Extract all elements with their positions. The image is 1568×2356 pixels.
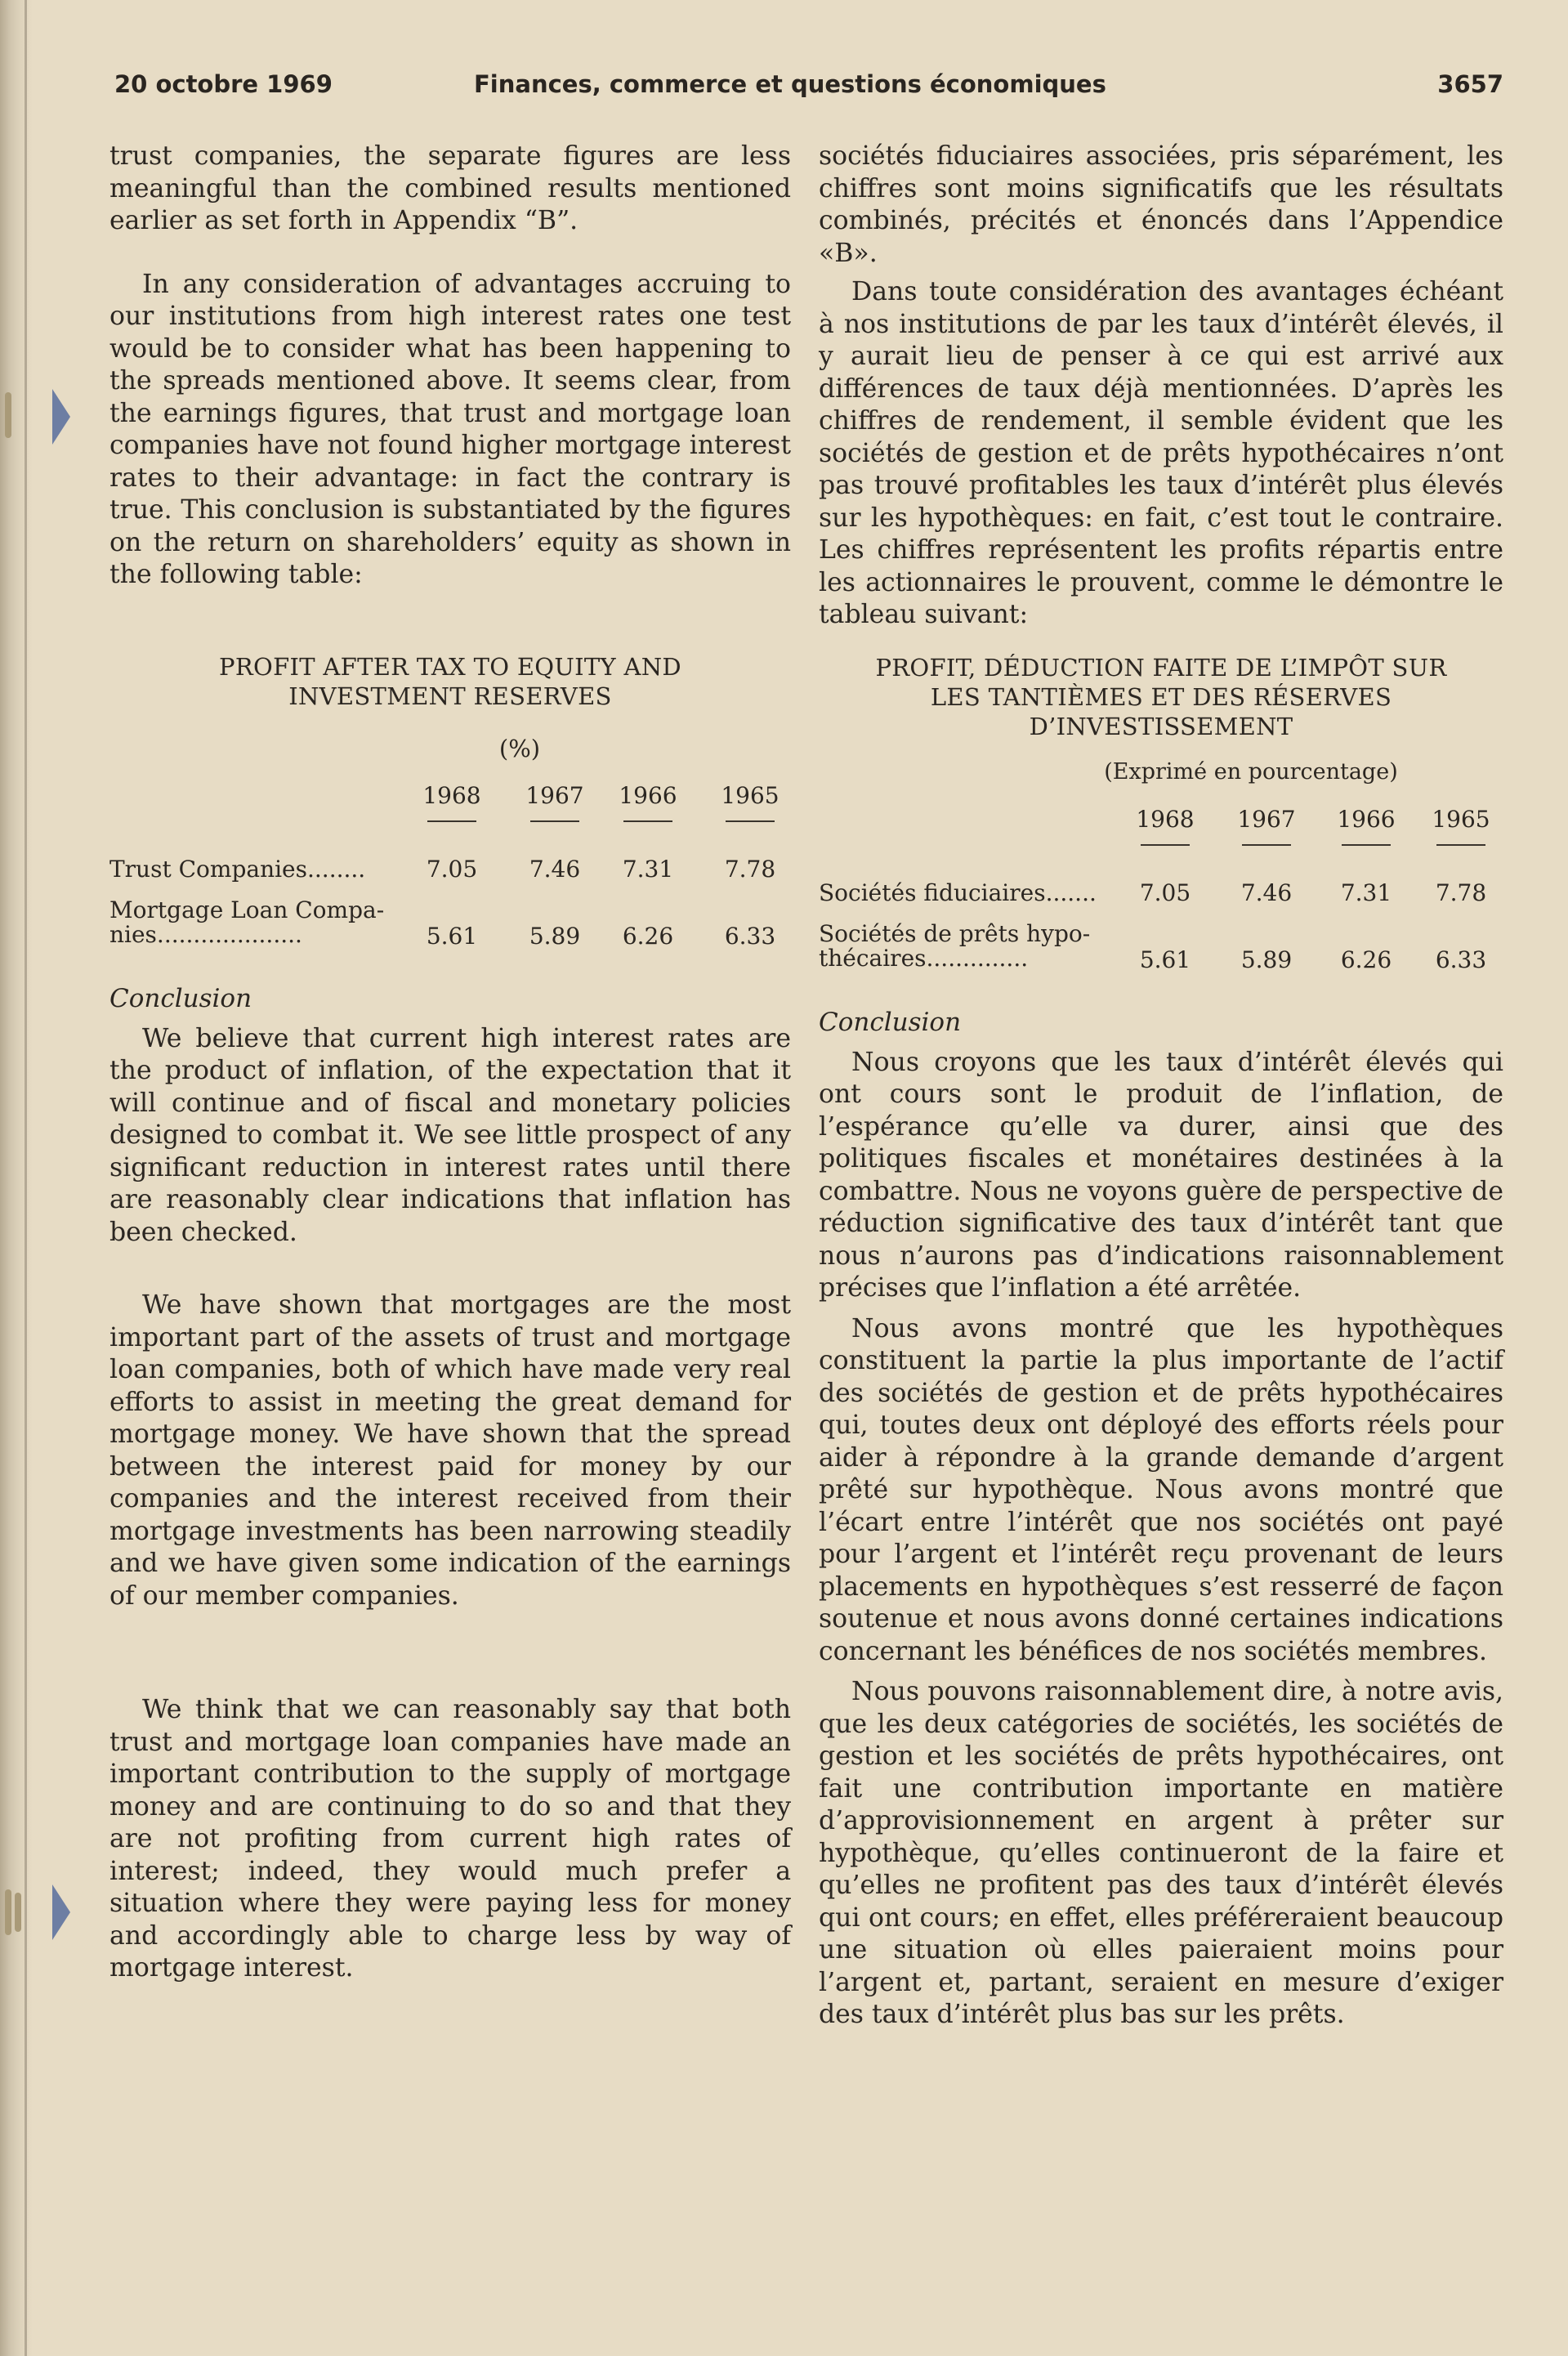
row-label: [819, 919, 1090, 973]
table-cell: 5.61: [426, 922, 478, 950]
table-row: [819, 878, 1503, 919]
french-column: [819, 141, 1503, 2032]
table-title: [109, 652, 791, 711]
table-cell: 7.46: [529, 855, 581, 883]
table-cell: 6.33: [724, 922, 776, 950]
paragraph: Dans toute considération des avantages échéant à nos institutions de par les taux d’intérêt élevés, il y aurait lieu de penser à ce qui est arrivé aux différences de taux déjà mentionnées. D’après les chiffres de rendement, il semble évident que les sociétés de gestion et de prêts hypothécaires n’ont pas trouvé profitables les taux d’intérêt plus élevés sur les hypothèques: en fait, c’est tout le contraire. Les chiffres représentent les profits répartis entre les actionnaires le prouvent, comme le démontre le tableau suivant:: [819, 277, 1503, 629]
margin-tab-marker: [52, 1884, 70, 1940]
table-cell: 7.78: [1435, 878, 1487, 906]
conclusion-heading: Conclusion: [109, 983, 252, 1013]
table-cell: 5.89: [529, 922, 581, 950]
year-header: 1968: [418, 781, 486, 811]
english-column: [109, 141, 791, 1985]
row-label: Trust Companies........: [109, 855, 366, 883]
table-row: [109, 896, 791, 959]
paragraph: We think that we can reasonably say that both trust and mortgage loan companies have made an important contribution to the supply of mortgage money and are continuing to do so and that they are not profiting from current high rates of interest; indeed, they would much prefer a situation where they were paying less for money and accordingly able to charge less by way of mortgage interest.: [109, 1695, 791, 1983]
conclusion-heading: Conclusion: [819, 1007, 962, 1037]
margin-tab-marker: [52, 389, 70, 445]
table-title-line: LES TANTIÈMES ET DES RÉSERVES: [930, 682, 1392, 711]
paragraph: trust companies, the separate figures are less meaningful than the combined results mentioned earlier as set forth in Appendix “B”.: [109, 141, 791, 235]
paragraph: Nous croyons que les taux d’intérêt élevés qui ont cours sont le produit de l’inflation, de l’espérance qu’elle va durer, ainsi que des politiques fiscales et monétaires destinées à la combattre. Nous ne voyons guère de perspective de réduction significative des taux d’intérêt tant que nous n’aurons pas d’indications raisonnablement précises que l’inflation a été arrêtée.: [819, 1047, 1503, 1303]
paragraph: We believe that current high interest rates are the product of inflation, of the expectation that it will continue and of fiscal and monetary policies designed to combat it. We see little prospect of any significant reduction in interest rates until there are reasonably clear indications that inflation has been checked.: [109, 1023, 791, 1247]
row-label: [109, 896, 384, 950]
header-title: Finances, commerce et questions économiques: [474, 70, 1106, 98]
table-header-row: [109, 781, 791, 827]
table-unit: (Exprimé en pourcentage): [1104, 758, 1398, 785]
table-title: [819, 653, 1503, 741]
table-cell: 7.31: [1340, 878, 1392, 906]
year-header: 1967: [520, 781, 589, 811]
table-cell: 6.33: [1435, 946, 1487, 973]
table-title-line: PROFIT AFTER TAX TO EQUITY AND: [219, 652, 681, 681]
table-cell: 7.78: [724, 855, 776, 883]
table-title-line: D’INVESTISSEMENT: [1029, 712, 1293, 740]
paragraph: In any consideration of advantages accruing to our institutions from high interest rates one test would be to consider what has been happening to the spreads mentioned above. It seems clear, from the earnings figures, that trust and mortgage loan companies have not found higher mortgage interest rates to their advantage: in fact the contrary is true. This conclusion is substantiated by the figures on the return on shareholders’ equity as shown in the following table:: [109, 269, 791, 589]
year-header: 1968: [1131, 805, 1199, 834]
table-header-row: [819, 805, 1503, 851]
year-header: 1965: [1427, 805, 1495, 834]
binding-clip: [5, 392, 11, 438]
paragraph: We have shown that mortgages are the most important part of the assets of trust and mortgage loan companies, both of which have made very real efforts to assist in meeting the great demand for mortgage money. We have shown that the spread between the interest paid for money by our companies and the interest received from their mortgage investments has been narrowing steadily and we have given some indication of the earnings of our member companies.: [109, 1290, 791, 1611]
table-row: [819, 919, 1503, 983]
table-title-line: PROFIT, DÉDUCTION FAITE DE L’IMPÔT SUR: [875, 653, 1447, 682]
table-cell: 7.46: [1240, 878, 1293, 906]
table-cell: 7.05: [426, 855, 478, 883]
binding-clip: [5, 1889, 11, 1935]
header-date: 20 octobre 1969: [114, 70, 333, 98]
paragraph: Nous pouvons raisonnablement dire, à notre avis, que les deux catégories de sociétés, les sociétés de gestion et les sociétés de prêts hypothécaires, ont fait une contribution importante en matière d’approvisionnement en argent à prêter sur hypothèque, qu’elles continueront de la faire et qu’elles ne profitent pas des taux d’intérêt élevés qui ont cours; en effet, elles préféreraient beaucoup une situation où elles paieraient moins pour l’argent et, partant, seraient en mesure d’exiger des taux d’intérêt plus bas sur les prêts.: [819, 1677, 1503, 2029]
table-unit: (%): [498, 734, 541, 762]
page-number: 3657: [1437, 70, 1503, 98]
year-header: 1965: [716, 781, 784, 811]
row-label: Sociétés fiduciaires.......: [819, 878, 1097, 906]
running-header: [114, 70, 1503, 106]
table-cell: 5.61: [1139, 946, 1191, 973]
year-header: 1966: [614, 781, 682, 811]
row-label-line: Mortgage Loan Compa-: [109, 896, 385, 923]
table-cell: 5.89: [1240, 946, 1293, 973]
table-cell: 6.26: [1340, 946, 1392, 973]
profit-table-fr: [819, 653, 1503, 983]
profit-table-en: [109, 652, 791, 959]
row-label-line: thécaires..............: [819, 944, 1029, 972]
binding-line: [25, 0, 27, 2356]
year-header: 1967: [1232, 805, 1301, 834]
table-cell: 6.26: [622, 922, 674, 950]
paragraph: sociétés fiduciaires associées, pris séparément, les chiffres sont moins significatifs que les résultats combinés, précités et énoncés dans l’Appendice «B».: [819, 141, 1503, 268]
table-title-line: INVESTMENT RESERVES: [288, 682, 612, 710]
table-row: [109, 855, 791, 896]
year-header: 1966: [1332, 805, 1400, 834]
table-cell: 7.05: [1139, 878, 1191, 906]
binding-clip: [15, 1893, 21, 1932]
row-label-line: Sociétés de prêts hypo-: [819, 919, 1091, 947]
paragraph: Nous avons montré que les hypothèques constituent la partie la plus importante de l’actif des sociétés de gestion et de prêts hypothécaires qui, toutes deux ont déployé des efforts réels pour aider à répondre à la grande demande d’argent prêté sur hypothèque. Nous avons montré que l’écart entre l’intérêt que nos sociétés ont payé pour l’argent et l’intérêt reçu provenant de leurs placements en hypothèques s’est resserré de façon soutenue et nous avons donné certaines indications concernant les bénéfices de nos sociétés membres.: [819, 1313, 1503, 1666]
table-cell: 7.31: [622, 855, 674, 883]
page-spine-shadow: [0, 0, 33, 2356]
row-label-line: nies....................: [109, 920, 302, 948]
